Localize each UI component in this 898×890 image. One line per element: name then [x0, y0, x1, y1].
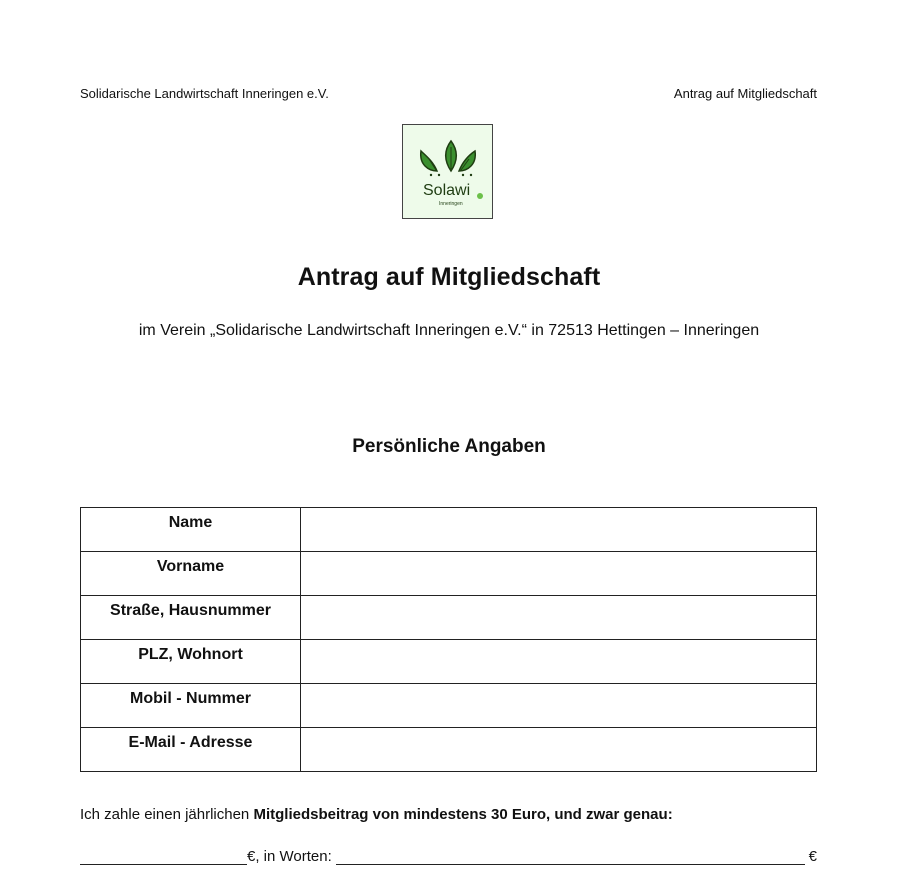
table-row [81, 508, 817, 552]
table-row [81, 684, 817, 728]
amount-line [80, 845, 817, 865]
amount-in-words-blank[interactable] [336, 850, 805, 865]
currency-words-label: €, in Worten: [247, 848, 332, 865]
solawi-logo [402, 124, 493, 219]
page-title: Antrag auf Mitgliedschaft [297, 263, 601, 291]
page-subtitle: im Verein „Solidarische Landwirtschaft Inneringen e.V.“ in 72513 Hettingen – Inneringen [138, 322, 760, 339]
name-field[interactable] [301, 508, 817, 552]
mobile-field[interactable] [301, 684, 817, 728]
currency-end: € [808, 848, 817, 865]
firstname-field[interactable] [301, 552, 817, 596]
street-field[interactable] [301, 596, 817, 640]
row-label: PLZ, Wohnort [81, 640, 301, 684]
logo-wordmark: Solawi [423, 182, 471, 199]
section-title-personal: Persönliche Angaben [352, 436, 546, 457]
table-row [81, 596, 817, 640]
fee-bold: Mitgliedsbeitrag von mindestens 30 Euro, und zwar genau: [253, 806, 673, 823]
header-doc-title: Antrag auf Mitgliedschaft [673, 86, 817, 101]
fee-statement [80, 806, 673, 823]
row-label: Name [81, 508, 301, 552]
table-row [81, 728, 817, 772]
personal-data-table [80, 507, 817, 772]
fee-prefix: Ich zahle einen jährlichen [80, 806, 254, 823]
zip-city-field[interactable] [301, 640, 817, 684]
email-field[interactable] [301, 728, 817, 772]
row-label: Mobil - Nummer [81, 684, 301, 728]
table-row [81, 640, 817, 684]
leaf-logo-icon [403, 125, 492, 218]
amount-blank[interactable] [80, 850, 247, 865]
logo-tagline: Inneringen [439, 201, 463, 207]
table-row [81, 552, 817, 596]
header-org-name: Solidarische Landwirtschaft Inneringen e.V. [80, 86, 329, 101]
row-label: E-Mail - Adresse [81, 728, 301, 772]
row-label: Straße, Hausnummer [81, 596, 301, 640]
row-label: Vorname [81, 552, 301, 596]
